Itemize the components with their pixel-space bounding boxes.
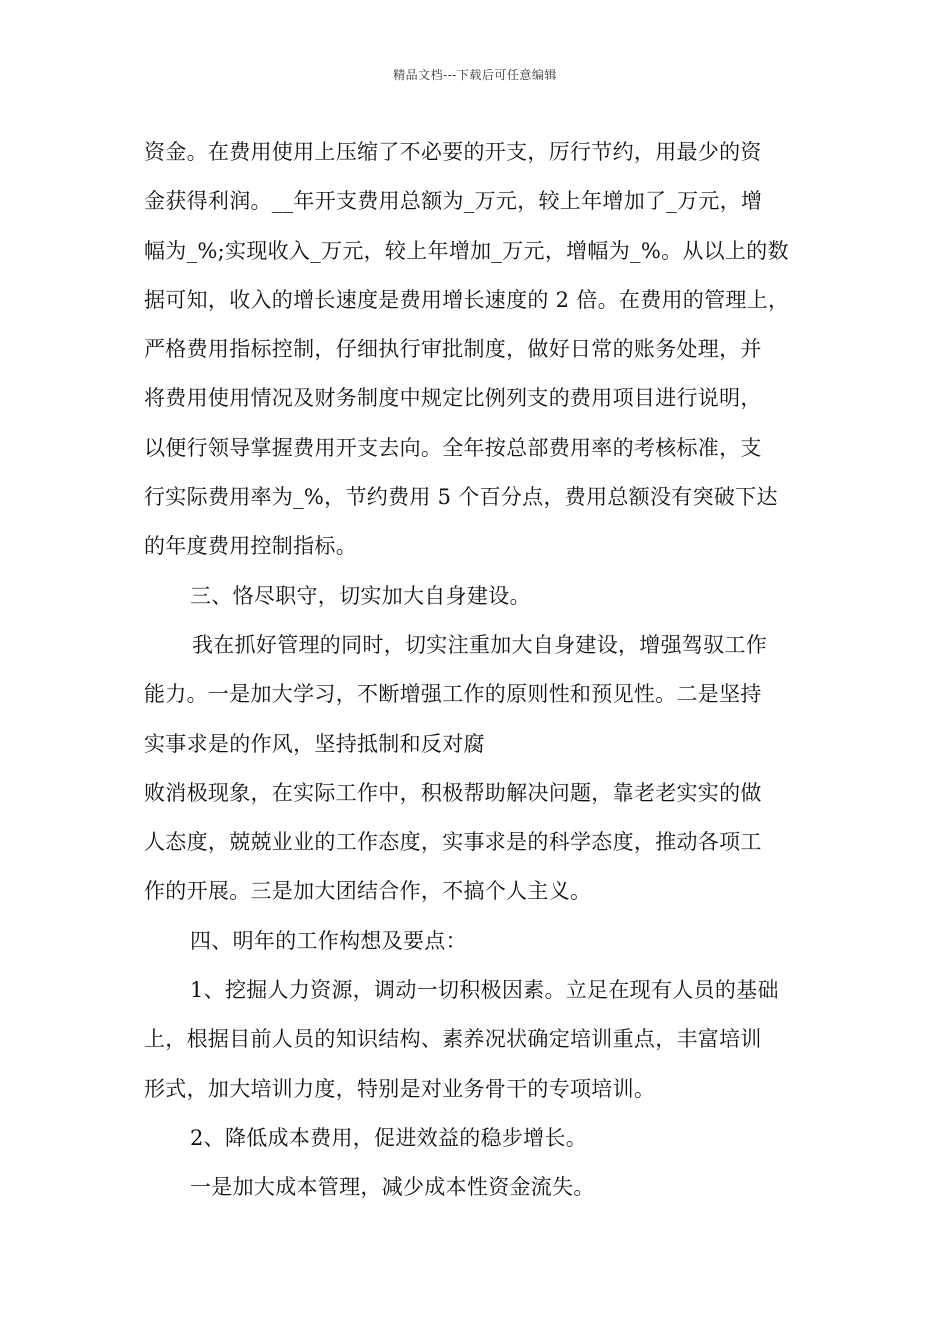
text-line: 作的开展。三是加大团结合作，不搞个人主义。 bbox=[144, 879, 592, 904]
text-line: 金获得利润。__年开支费用总额为_万元，较上年增加了_万元，增 bbox=[144, 189, 763, 214]
text-line: 据可知，收入的增长速度是费用增长速度的 2 倍。在费用的管理上， bbox=[144, 287, 790, 312]
text-line: 形式，加大培训力度，特别是对业务骨干的专项培训。 bbox=[144, 1076, 656, 1101]
section-heading: 四、明年的工作构想及要点： bbox=[190, 928, 467, 953]
page-header: 精品文档---下载后可任意编辑 bbox=[393, 68, 557, 82]
text-line: 一是加大成本管理，减少成本性资金流失。 bbox=[190, 1175, 595, 1200]
text-line: 严格费用指标控制，仔细执行审批制度，做好日常的账务处理，并 bbox=[144, 337, 762, 362]
text-line: 1、挖掘人力资源，调动一切积极因素。立足在现有人员的基础 bbox=[190, 978, 779, 1003]
text-line: 以便行领导掌握费用开支去向。全年按总部费用率的考核标准，支 bbox=[144, 435, 762, 460]
text-line: 上，根据目前人员的知识结构、素养况状确定培训重点，丰富培训 bbox=[144, 1027, 762, 1052]
section-heading: 三、恪尽职守，切实加大自身建设。 bbox=[190, 583, 531, 608]
text-line: 能力。一是加大学习，不断增强工作的原则性和预见性。二是坚持 bbox=[144, 682, 762, 707]
text-line: 资金。在费用使用上压缩了不必要的开支，厉行节约，用最少的资 bbox=[144, 140, 762, 164]
document-body bbox=[144, 132, 824, 1217]
text-line: 人态度，兢兢业业的工作态度，实事求是的科学态度，推动各项工 bbox=[144, 830, 762, 855]
text-line: 行实际费用率为_%，节约费用 5 个百分点，费用总额没有突破下达 bbox=[144, 485, 778, 510]
text-line: 的年度费用控制指标。 bbox=[144, 534, 357, 559]
text-line: 我在抓好管理的同时，切实注重加大自身建设，增强驾驭工作 bbox=[192, 632, 768, 657]
text-line: 2、降低成本费用，促进效益的稳步增长。 bbox=[190, 1125, 588, 1150]
text-line: 将费用使用情况及财务制度中规定比例列支的费用项目进行说明， bbox=[144, 386, 762, 411]
text-line: 幅为_%;实现收入_万元，较上年增加_万元，增幅为_%。从以上的数 bbox=[144, 238, 789, 263]
text-line: 实事求是的作风，坚持抵制和反对腐 bbox=[144, 731, 485, 756]
text-line: 败消极现象，在实际工作中，积极帮助解决问题，靠老老实实的做 bbox=[144, 780, 762, 805]
